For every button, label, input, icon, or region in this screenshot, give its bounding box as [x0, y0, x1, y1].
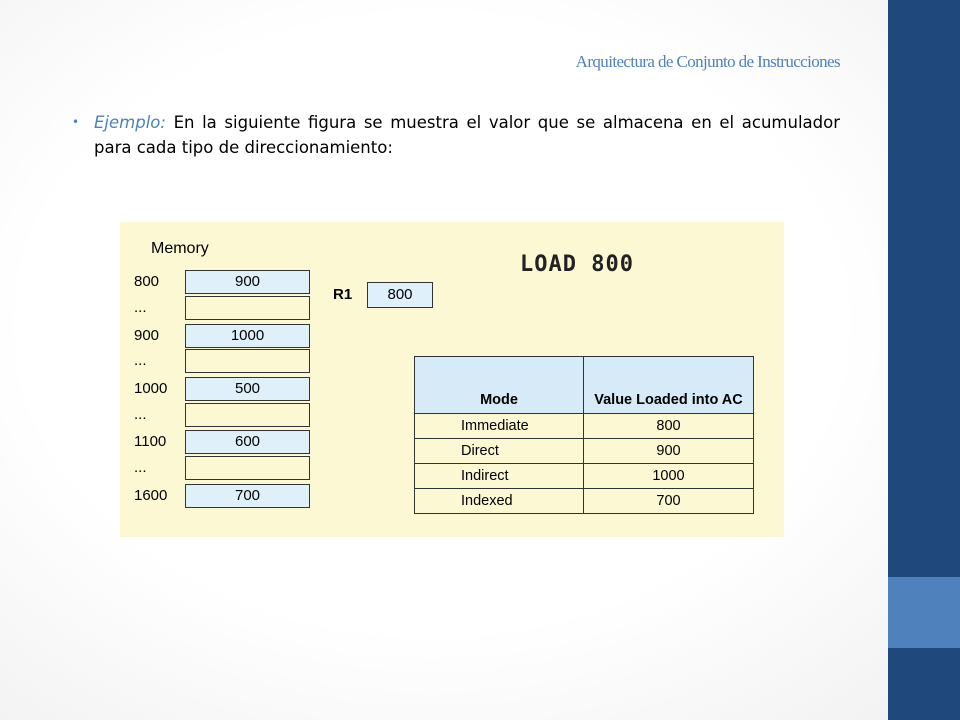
- addressing-figure: [120, 222, 784, 537]
- header-mode: Mode: [415, 357, 584, 414]
- slide-title: Arquitectura de Conjunto de Instrucciones: [575, 52, 840, 71]
- memory-cell: [185, 456, 310, 480]
- bullet-body: En la siguiente figura se muestra el valor que se almacena en el acumulador para cada tipo de direccionamiento:: [94, 113, 840, 157]
- value-cell: 1000: [584, 464, 754, 489]
- value-cell: 800: [584, 414, 754, 439]
- mode-cell: Indirect: [415, 464, 584, 489]
- memory-cell: 1000: [185, 324, 310, 348]
- memory-cell: 900: [185, 270, 310, 294]
- header-value: Value Loaded into AC: [584, 357, 754, 414]
- memory-address: ...: [134, 406, 147, 423]
- memory-title: Memory: [151, 240, 209, 257]
- memory-cell: 700: [185, 484, 310, 508]
- table-header-row: [415, 357, 754, 414]
- memory-address: ...: [134, 459, 147, 476]
- register-value: 800: [367, 282, 433, 308]
- bullet-paragraph: [72, 110, 840, 160]
- bullet-dot-icon: •: [72, 115, 80, 129]
- sidebar-accent-decoration: [888, 577, 960, 648]
- mode-cell: Direct: [415, 439, 584, 464]
- mode-cell: Indexed: [415, 489, 584, 514]
- value-cell: 700: [584, 489, 754, 514]
- memory-address: 1600: [134, 487, 168, 504]
- memory-address: 1100: [134, 433, 167, 450]
- bullet-text: [94, 110, 840, 160]
- memory-cell: 600: [185, 430, 310, 454]
- memory-address: 1000: [134, 380, 168, 397]
- table-row: [415, 414, 754, 439]
- memory-cell: [185, 349, 310, 373]
- mode-cell: Immediate: [415, 414, 584, 439]
- table-row: [415, 489, 754, 514]
- value-cell: 900: [584, 439, 754, 464]
- memory-cell: [185, 296, 310, 320]
- memory-address: ...: [134, 352, 147, 369]
- memory-address: 800: [134, 273, 160, 290]
- memory-address: ...: [134, 299, 147, 316]
- register-label: R1: [333, 286, 353, 303]
- memory-cell: [185, 403, 310, 427]
- memory-cell: 500: [185, 377, 310, 401]
- table-row: [415, 464, 754, 489]
- bullet-label: Ejemplo:: [94, 113, 166, 132]
- instruction-text: LOAD 800: [520, 252, 634, 277]
- memory-address: 900: [134, 327, 160, 344]
- table-row: [415, 439, 754, 464]
- addressing-mode-table: [414, 356, 754, 514]
